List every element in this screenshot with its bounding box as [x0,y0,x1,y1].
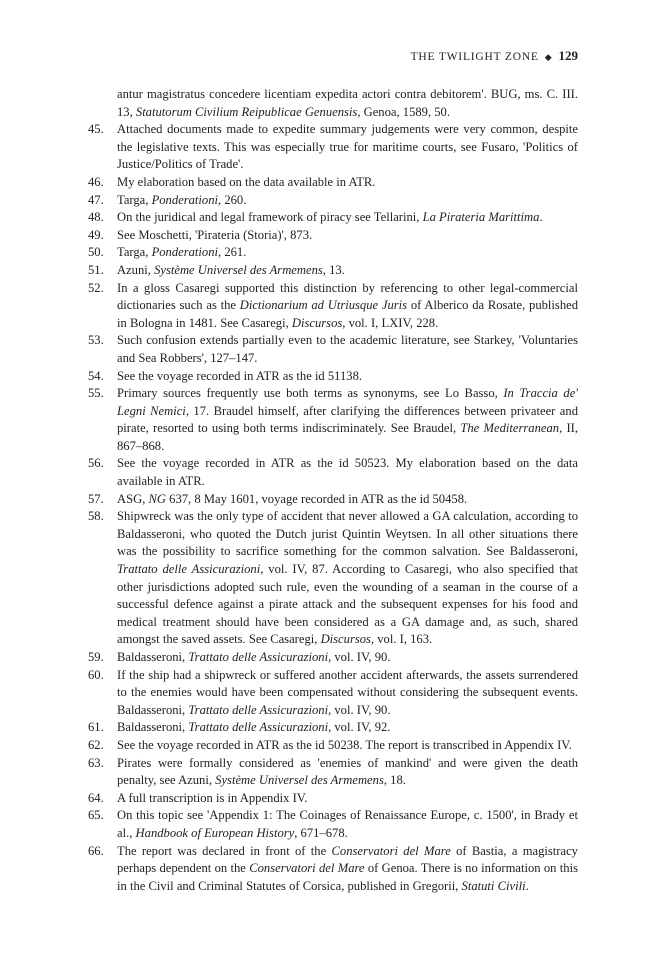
endnote-text: of Genoa. There is no information on this in the Civil and Criminal Statutes of Corsica, published in Gregorii, [117,861,578,893]
endnote-title-italic: Statutorum Civilium Reipublicae Genuensis [135,104,358,119]
endnote-title-italic: Handbook of European History [135,825,295,840]
endnote-text: , Genoa, 1589, 50. [357,104,451,119]
endnote-text: Such confusion extends partially even to the academic literature, see Starkey, 'Voluntaries and Sea Robbers', 127–147. [117,333,578,365]
endnote-number: 49. [88,227,104,242]
endnote-text: See the voyage recorded in ATR as the id 51138. [117,368,363,383]
endnote-text: Primary sources frequently use both terms as synonyms, see Lo Basso, [117,386,504,401]
endnote-title-italic: Système Universel des Armemens [215,773,384,788]
endnote-title-italic: Conservatori del Mare [331,843,451,858]
endnote-text: , 260. [218,192,247,207]
endnote [88,368,578,386]
endnote-title-italic: Discursos [320,632,371,647]
endnote [88,667,578,720]
endnote-number: 64. [88,790,104,805]
endnote-title-italic: Conservatori del Mare [249,861,365,876]
endnote-text: The report was declared in front of the [117,843,332,858]
endnote-title-italic: Dictionarium ad Utriusque Juris [239,298,408,313]
endnote [88,807,578,842]
endnote-title-italic: Ponderationi [151,192,219,207]
endnote-text: In a gloss Casaregi supported this distinction by referencing to other legal-commercial dictionaries such as the [117,280,578,313]
endnote-title-italic: Statuti Civili [461,878,526,893]
endnotes-list [88,86,578,895]
endnote-text: Targa, [117,245,152,260]
endnote-text: , II, 867–868. [117,421,578,453]
endnote-number: 45. [88,122,104,137]
endnote-number: 62. [88,737,104,752]
endnote [88,737,578,755]
endnote-text: , vol. IV, 90. [328,702,391,717]
running-head [411,48,578,64]
endnote-text: of Bastia, a magistracy perhaps dependent on the [117,843,578,876]
endnote-number: 53. [88,333,104,348]
endnote-number: 46. [88,174,104,189]
endnote-text: , 261. [218,245,247,260]
endnote-number: 47. [88,192,104,207]
endnote-text: , vol. IV, 92. [328,720,391,735]
endnote-text: Azuni, [117,262,155,277]
endnote [88,174,578,192]
endnote-number: 59. [88,650,104,664]
endnote-title-italic: The Mediterranean [460,421,560,436]
endnote-text: . [539,210,543,225]
endnote-text: ASG, [117,491,149,506]
endnote-number: 58. [88,509,104,524]
endnote-text: See Moschetti, 'Pirateria (Storia)', 873. [117,227,313,242]
endnote-title-italic: Trattato delle Assicurazioni [188,720,329,735]
endnote-text: antur magistratus concedere licentiam expedita actori contra debitorem'. BUG, ms. C. III. 13, [117,87,578,119]
endnote [88,755,578,790]
endnote-number: 63. [88,755,104,770]
endnote-title-italic: Ponderationi [151,245,219,260]
endnote-number: 57. [88,491,104,506]
endnote-text: Shipwreck was the only type of accident that never allowed a GA calculation, according to Baldasseroni, who quoted the Dutch jurist Quintin Weytsen. In all other situations there was the possibility to sacrifice something for the common salvation. See Baldasseroni, [117,509,578,559]
endnote-text: , 18. [383,773,406,788]
endnote-title-italic: Trattato delle Assicurazioni [188,702,329,717]
endnote-number: 52. [88,280,104,295]
endnote-text: If the ship had a shipwreck or suffered another accident afterwards, the assets surrendered to the enemies would have been compensated without considering the subsequent events. Baldasseroni, [117,667,578,717]
endnote [91,86,578,121]
endnote-text: , vol. I, 163. [370,632,433,647]
endnote-text: , 13. [322,262,345,277]
endnote-title-italic: Trattato delle Assicurazioni [117,562,261,577]
endnote [88,790,578,808]
endnote-number: 51. [88,262,104,277]
endnote-number: 66. [88,843,104,858]
endnote-text: , vol. IV, 87. According to Casaregi, who also specified that other jurisdictions adopted such rule, even the wounding of a seaman in the course of a successful defence against a pirate attack and the subsequent expenses for his food and medical treatment should have been considered as a GA damage and, as such, shared amongst the saved assets. See Casaregi, [117,562,578,647]
endnote [88,192,578,210]
endnote-number: 54. [88,368,104,383]
running-head-title: THE TWILIGHT ZONE [410,51,539,63]
endnote-number: 50. [88,245,104,260]
endnote [88,385,578,455]
endnote-text: 637, 8 May 1601, voyage recorded in ATR as the id 50458. [166,491,468,506]
endnote [88,227,578,245]
endnote-text: , 671–678. [294,825,348,840]
endnote-text: On this topic see 'Appendix 1: The Coinages of Renaissance Europe, c. 1500', in Brady et al., [117,808,578,840]
endnote-title-italic: Trattato delle Assicurazioni [188,650,329,664]
endnote [88,262,578,280]
endnote-text: , vol. IV, 90. [328,650,391,664]
endnote-title-italic: NG [148,491,166,506]
endnote-text: , 17. Braudel himself, after clarifying the differences between privateer and pirate, resorted to using both terms indiscriminately. See Braudel, [117,403,578,436]
endnote-title-italic: In Traccia de' Legni Nemici [117,386,578,418]
diamond-separator-icon: ◆ [544,52,553,62]
endnote-title-italic: Discursos [291,315,343,330]
endnote-text: My elaboration based on the data available in ATR. [117,174,376,189]
endnote-number: 56. [88,456,104,471]
endnote-text: Attached documents made to expedite summary judgements were very common, despite the legislative texts. This was especially true for maritime courts, see Fusaro, 'Politics of Justice/Politics of Trade'. [117,122,578,172]
endnote [88,455,578,490]
endnote-text: On the juridical and legal framework of piracy see Tellarini, [117,210,423,225]
endnote-text: of Alberico da Rosate, published in Bologna in 1481. See Casaregi, [117,298,578,330]
endnote-number: 55. [88,386,104,401]
endnote-text: See the voyage recorded in ATR as the id 50523. My elaboration based on the data available in ATR. [117,456,578,489]
endnote-text: A full transcription is in Appendix IV. [117,790,308,805]
page-number: 129 [558,48,578,63]
endnote-number: 65. [88,808,104,823]
endnote-text: Baldasseroni, [117,650,189,664]
endnote-text: See the voyage recorded in ATR as the id 50238. The report is transcribed in Appendix IV. [117,737,572,752]
endnote-text: Baldasseroni, [117,720,189,735]
endnote [88,843,578,896]
endnote [88,491,578,509]
endnote [88,649,578,667]
endnote-number: 61. [88,720,104,735]
endnote [88,121,578,174]
endnote [88,719,578,737]
endnote [88,508,578,649]
endnote-title-italic: Système Universel des Armemens [154,262,323,277]
endnote [88,244,578,262]
endnote-text: , vol. I, LXIV, 228. [342,315,439,330]
endnote-text: Targa, [117,192,152,207]
endnote [88,280,578,333]
endnote [88,332,578,367]
endnote-text: Pirates were formally considered as 'enemies of mankind' and were given the death penalty, see Azuni, [117,755,578,788]
endnote-text: . [525,878,529,893]
endnote-number: 48. [88,210,104,225]
endnote [88,209,578,227]
endnote-title-italic: La Pirateria Marittima [422,210,540,225]
endnote-number: 60. [88,667,104,682]
